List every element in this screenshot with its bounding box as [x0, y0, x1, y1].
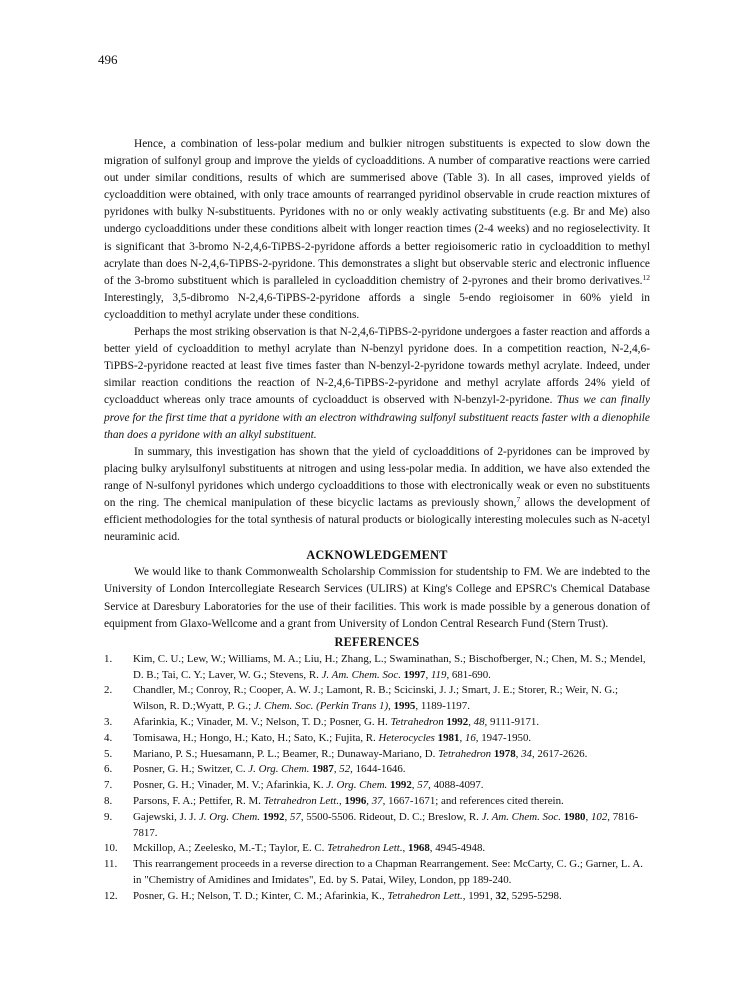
- reference-year: 1997: [403, 668, 426, 681]
- reference-number: 12.: [104, 889, 118, 902]
- reference-text: [133, 731, 650, 747]
- citation-superscript: 7: [516, 494, 521, 504]
- text-run: In summary, this investigation has shown that the yield of cycloadditions of 2-pyridones can be improved by placing bulky arylsulfonyl substituents at nitrogen and using less-polar media. In addition, we have also extended the range of N-sulfonyl pyridones which undergo cycloadditions to those with electronically weak or even no substituents on the ring. The chemical manipulation of these bicyclic lactams as previously shown,: [104, 445, 650, 509]
- reference-number: 5.: [104, 747, 113, 760]
- reference-run: , 1991,: [462, 889, 496, 902]
- journal-name: 52: [339, 763, 351, 776]
- reference-year: 1992: [446, 716, 469, 728]
- acknowledgement-text: We would like to thank Commonwealth Scholarship Commission for studentship to FM. We are indebted to the University of London Intercollegiate Research Services (ULIRS) at King's College and EPSRC's Chemical Database Service at Daresbury Laboratories for the use of their facilities. This work is made possible by a generous donation of equipment from Glaxo-Wellcome and a grant from University of London Central Research Fund (Stern Trust).: [104, 566, 650, 630]
- acknowledgement-heading: ACKNOWLEDGEMENT: [306, 548, 448, 563]
- reference-year: 32: [495, 889, 507, 902]
- reference-run: ,: [425, 668, 431, 681]
- reference-run: , 1947-1950.: [475, 731, 532, 744]
- reference-text: [133, 715, 650, 731]
- journal-name: 48: [473, 716, 485, 728]
- journal-name: Tetrahedron: [390, 716, 444, 728]
- journal-name: J. Chem. Soc. (Perkin Trans 1): [253, 700, 389, 713]
- reference-run: Afarinkia, K.; Vinader, M. V.; Nelson, T. D.; Posner, G. H.: [133, 716, 391, 728]
- reference-year: 1981: [437, 731, 460, 744]
- reference-year: 1987: [312, 763, 334, 776]
- reference-number: 4.: [104, 731, 113, 744]
- reference-item: [104, 889, 650, 905]
- reference-run: , 2617-2626.: [531, 747, 588, 760]
- journal-name: Tetrahedron Lett.: [387, 889, 463, 902]
- reference-item: [104, 794, 650, 810]
- reference-run: , 1644-1646.: [350, 763, 406, 776]
- reference-item: [104, 747, 650, 763]
- references-list: [104, 652, 650, 905]
- reference-run: ,: [459, 731, 465, 744]
- reference-year: 1968: [408, 842, 430, 855]
- reference-run: Posner, G. H.; Nelson, T. D.; Kinter, C. M.; Afarinkia, K.,: [133, 889, 388, 902]
- reference-year: 1995: [393, 700, 416, 713]
- reference-run: ,: [515, 747, 522, 760]
- journal-name: 57: [289, 810, 301, 823]
- reference-item: [104, 810, 650, 842]
- body-paragraph: [104, 324, 650, 444]
- journal-name: 119: [430, 668, 447, 681]
- journal-name: J. Am. Chem. Soc.: [481, 810, 561, 823]
- reference-item: [104, 683, 650, 715]
- reference-run: This rearrangement proceeds in a reverse direction to a Chapman Rearrangement. See: McCarty, C. G.; Garner, L. A. in "Chemistry of Amidines and Imidates", Ed. by S. Patai, Wiley, London, pp 189-240.: [133, 858, 643, 886]
- reference-run: , 1189-1197.: [415, 700, 470, 713]
- reference-item: [104, 731, 650, 747]
- reference-text: [133, 652, 650, 684]
- reference-item: [104, 841, 650, 857]
- journal-name: J. Org. Chem.: [326, 779, 388, 792]
- journal-name: J. Org. Chem.: [198, 810, 260, 823]
- reference-text: [133, 747, 650, 763]
- journal-name: Tetrahedron Lett.: [327, 842, 403, 855]
- journal-name: 102: [590, 810, 608, 823]
- reference-run: ,: [339, 794, 345, 807]
- reference-item: [104, 652, 650, 684]
- reference-year: 1996: [344, 794, 367, 807]
- reference-number: 8.: [104, 794, 113, 807]
- reference-text: [133, 889, 650, 905]
- reference-text: [133, 810, 650, 842]
- reference-run: Kim, C. U.; Lew, W.; Williams, M. A.; Liu, H.; Zhang, L.; Swaminathan, S.; Bischofberger, N.; Chen, M. S.; Mendel, D. B.; Tai, C. Y.; Laver, W. G.; Stevens, R.: [133, 652, 646, 681]
- reference-text: [133, 857, 650, 889]
- journal-name: J. Am. Chem. Soc.: [321, 668, 401, 681]
- reference-run: Gajewski, J. J.: [133, 810, 199, 823]
- reference-year: 1978: [493, 747, 516, 760]
- reference-run: , 1667-1671; and references cited therein.: [382, 794, 564, 807]
- reference-run: Mariano, P. S.; Huesamann, P. L.; Beamer, R.; Dunaway-Mariano, D.: [133, 747, 439, 760]
- main-text: [104, 136, 650, 905]
- text-run: Hence, a combination of less-polar medium and bulkier nitrogen substituents is expected to slow down the migration of sulfonyl group and improve the yields of cycloadditions. A number of comparative reactions were carried out under similar conditions, results of which are summerised above (Table 3). In all cases, improved yields of cycloaddition were obtained, with only trace amounts of rearranged pyridinol observable in crude reaction mixtures of pyridones with bulky N-substituents. Pyridones with no or only weakly activating substituents (e.g. Br and Me) also undergo cycloadditions under these conditions albeit with longer reaction times (2-4 weeks) and no regioselectivity. It is significant that 3-bromo N-2,4,6-TiPBS-2-pyridone affords a better regioisomeric ratio in cycloaddition to methyl acrylate than does N-2,4,6-TiPBS-2-pyridone. This demonstrates a slight but observable steric and electronic influence of the 3-bromo substituent which is paralleled in cycloaddition chemistry of 2-pyrones and their bromo derivatives.: [104, 138, 650, 287]
- reference-run: Tomisawa, H.; Hongo, H.; Kato, H.; Sato, K.; Fujita, R.: [133, 731, 379, 744]
- reference-run: ,: [333, 763, 340, 776]
- reference-number: 10.: [104, 842, 118, 855]
- reference-run: , 5500-5506. Rideout, D. C.; Breslow, R.: [300, 810, 482, 823]
- citation-superscript: 12: [642, 272, 650, 282]
- reference-text: [133, 841, 650, 857]
- emphasized-text: Thus we can finally prove for the first time that a pyridone with an electron withdrawing sulfonyl substituent reacts faster with a dienophile than does a pyridone with an alkyl substituent.: [104, 394, 650, 441]
- reference-run: Posner, G. H.; Switzer, C.: [133, 763, 249, 776]
- reference-number: 9.: [104, 810, 113, 823]
- reference-number: 6.: [104, 763, 113, 776]
- acknowledgement-section: [104, 564, 650, 632]
- reference-text: [133, 762, 650, 778]
- reference-run: ,: [284, 810, 290, 823]
- references-heading: REFERENCES: [334, 634, 420, 649]
- reference-run: ,: [366, 794, 372, 807]
- reference-item: [104, 715, 650, 731]
- journal-name: 16: [464, 731, 476, 744]
- text-run: Interestingly, 3,5-dibromo N-2,4,6-TiPBS-2-pyridone affords a single 5-endo regioisomer in 60% yield in cycloaddition to methyl acrylate under these conditions.: [104, 291, 650, 321]
- reference-year: 1992: [390, 779, 412, 792]
- reference-run: , 7816-7817.: [133, 810, 639, 839]
- reference-run: ,: [585, 810, 591, 823]
- reference-run: , 681-690.: [446, 668, 491, 681]
- journal-name: Heterocycles: [378, 731, 435, 744]
- text-run: Perhaps the most striking observation is that N-2,4,6-TiPBS-2-pyridone undergoes a faster reaction and affords a better yield of cycloaddition to methyl acrylate than N-benzyl pyridone does. In a competition reaction, N-2,4,6-TiPBS-2-pyridone reacted at least five times faster than N-benzyl-2-pyridone towards methyl acrylate. Indeed, under similar reaction conditions the reaction of N-2,4,6-TiPBS-2-pyridone and methyl acrylate affords 24% yield of cycloadduct whereas only trace amounts of cycloadduct is observed with N-benzyl-2-pyridone.: [104, 326, 650, 407]
- reference-year: 1992: [262, 810, 285, 823]
- reference-item: [104, 857, 650, 889]
- reference-run: , 4088-4097.: [428, 779, 484, 792]
- reference-run: , 9111-9171.: [484, 716, 540, 728]
- reference-number: 7.: [104, 779, 113, 792]
- reference-text: [133, 794, 650, 810]
- journal-name: 57: [417, 779, 429, 792]
- reference-run: Mckillop, A.; Zeelesko, M.-T.; Taylor, E. C.: [133, 842, 328, 855]
- body-paragraph: [104, 136, 650, 324]
- journal-name: 34: [521, 747, 532, 760]
- text-run: allows the development of efficient methodologies for the total synthesis of natural products or biologically interesting molecules such as N-acetyl neuraminic acid.: [104, 496, 650, 544]
- reference-number: 11.: [104, 858, 118, 871]
- reference-text: [133, 683, 650, 715]
- reference-item: [104, 778, 650, 794]
- journal-name: Tetrahedron: [438, 747, 492, 760]
- reference-item: [104, 762, 650, 778]
- reference-run: ,: [402, 842, 408, 855]
- page-number: 496: [98, 52, 118, 67]
- reference-run: ,: [411, 779, 418, 792]
- body-paragraphs: [104, 136, 650, 546]
- reference-run: Posner, G. H.; Vinader, M. V.; Afarinkia, K.: [133, 779, 327, 792]
- reference-number: 3.: [104, 716, 113, 728]
- reference-run: ,: [388, 700, 394, 713]
- reference-text: [133, 778, 650, 794]
- reference-run: Chandler, M.; Conroy, R.; Cooper, A. W. J.; Lamont, R. B.; Scicinski, J. J.; Smart, J. E.; Storer, R.; Weir, N. G.; Wilson, R. D.;Wyatt, P. G.;: [133, 684, 619, 713]
- reference-run: , 4945-4948.: [429, 842, 486, 855]
- reference-number: 2.: [104, 684, 113, 697]
- reference-number: 1.: [104, 652, 113, 665]
- journal-name: 37: [371, 794, 383, 807]
- body-paragraph: [104, 444, 650, 547]
- reference-run: , 5295-5298.: [506, 889, 562, 902]
- reference-run: Parsons, F. A.; Pettifer, R. M.: [133, 794, 264, 807]
- reference-run: ,: [468, 716, 474, 728]
- reference-year: 1980: [563, 810, 586, 823]
- journal-name: J. Org. Chem.: [248, 763, 310, 776]
- journal-name: Tetrahedron Lett.: [263, 794, 340, 807]
